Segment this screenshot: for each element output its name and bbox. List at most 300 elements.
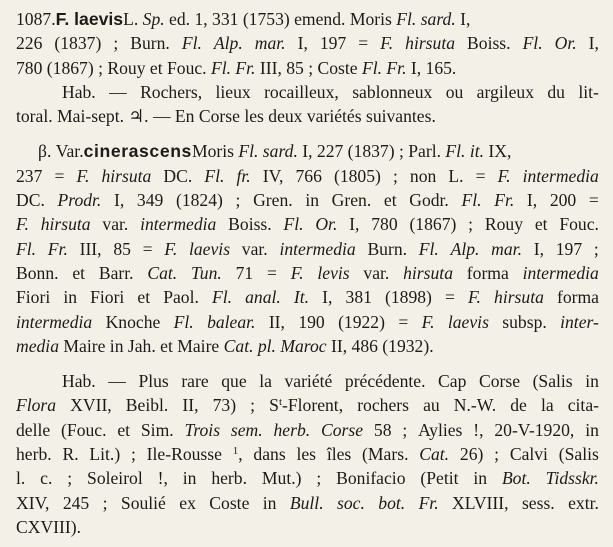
word [113,31,118,55]
italic-text: Fl. [16,238,37,259]
italic-text: Fl. sard. [238,141,298,162]
text: (1922) [338,311,385,332]
italic-text: anal. [245,287,281,308]
word [61,418,106,442]
text: DC. [16,190,45,211]
text: 190 [298,311,325,332]
text: 71 [235,262,254,283]
word [346,285,372,309]
text: in [63,287,77,308]
text: et [534,214,548,235]
word [221,369,246,393]
word [137,188,163,212]
word [337,491,365,515]
text: Boiss. [467,33,511,54]
word [594,237,599,261]
italic-text: Corse [321,419,364,440]
text: (Fouc. [61,419,107,440]
word [147,442,222,466]
entry-citation-line [16,31,599,55]
word [523,261,599,285]
text: XVII, [70,395,112,416]
habitat-line [16,80,599,104]
text: Soulié [120,492,166,513]
text: I, 165. [406,57,457,78]
word [147,261,177,285]
word [367,237,407,261]
text: c. [40,468,53,489]
text: ; [250,395,256,416]
word [448,164,463,188]
word [502,466,531,490]
text: 85 [113,238,131,259]
word [349,212,359,236]
italic-text: media [16,335,59,356]
word [284,369,332,393]
italic-text: Fl. Fr. [210,57,256,78]
word [236,164,250,188]
word [533,369,573,393]
text: ; [235,190,241,211]
word [114,188,124,212]
word [182,31,202,55]
word [585,369,599,393]
text: IX, [484,141,512,162]
italic-text: F. [76,165,90,186]
variety-citation-line [16,237,599,261]
word [334,164,381,188]
text: N.-W. [453,395,497,416]
text: II, [268,311,285,332]
italic-text: F. [421,311,435,332]
word [163,285,199,309]
word [255,31,286,55]
word [213,393,236,417]
word [117,418,130,442]
word [233,442,243,466]
text: Burn. [367,238,408,259]
word [113,237,131,261]
italic-text: Or. [554,33,577,54]
word [263,491,277,515]
word [16,212,29,236]
word [16,418,50,442]
text: in [585,371,599,392]
entry-number: 1087. [16,9,56,29]
text: variété [284,371,333,392]
word [454,393,496,417]
variety-habitat-line [16,515,599,539]
word [332,188,372,212]
text: XIV, [16,492,50,513]
word [452,491,509,515]
word [269,393,343,417]
text: Lit.) [89,444,121,465]
habitat-line: toral. Mai-sept. ♃. — En Corse les deux variétés suivantes. [16,106,436,127]
word [279,237,355,261]
word [101,164,151,188]
word [393,164,398,188]
text: extr. [568,492,599,513]
italic-text: Or. [315,214,338,235]
italic-text: Fl. [173,311,194,332]
text: delle [16,419,51,440]
word [62,442,78,466]
italic-text: laevis [447,311,489,332]
text: ; [593,238,599,259]
word [384,188,397,212]
word [473,418,483,442]
text: Corse [478,371,520,392]
text: III, [79,238,102,259]
word [467,31,511,55]
variety-citation-line [16,164,599,188]
word: — [109,81,127,102]
word [140,212,216,236]
word [72,261,85,285]
italic-text: intermedia [16,311,93,332]
italic-text: hirsuta [101,165,152,186]
italic-text: inter- [560,311,599,332]
word [228,212,272,236]
word [143,237,153,261]
text: 237 [16,165,43,186]
word [16,393,56,417]
word [212,285,232,309]
text: CXVIII). [16,516,81,537]
word [16,237,36,261]
text: in [262,492,277,513]
variety-habitat-line [16,393,599,417]
variety-name: cinerascens [83,141,192,162]
text: précédente. [344,371,426,392]
italic-text: fr. [236,165,251,186]
word [550,188,576,212]
italic-text: hirsuta [403,262,453,283]
italic-text: intermedia [522,165,599,186]
text: forma [556,287,599,308]
word [253,442,285,466]
italic-text: hirsuta [405,33,456,54]
word [298,310,324,334]
text: var. [102,214,129,235]
variety-prefix: β. Var. [38,141,84,162]
text: I, [322,287,333,308]
word [16,164,42,188]
word [494,188,514,212]
text: ; [468,214,474,235]
word [321,418,363,442]
word [305,188,319,212]
italic-text: hirsuta [40,214,91,235]
text: Maire in Jah. et Maire [59,335,224,356]
text: I, [526,190,538,211]
italic-text: Fl. Fr. [362,57,407,78]
text: (Salis [558,444,599,465]
text: in [305,190,319,211]
word [250,393,255,417]
text: subsp. [502,311,547,332]
text: Hab. [62,371,96,392]
text: ; [316,468,322,489]
text: 780 (1867) ; Rouy et Fouc. [16,57,211,78]
italic-text: F. [468,287,481,308]
text: ex [179,492,196,513]
italic-text: Fl. [211,287,233,308]
italic-text: Fl. [522,33,543,54]
text: 197 [319,33,347,54]
text: I, [114,190,125,211]
text: I, [455,9,471,29]
word [274,418,311,442]
variety-habitat [16,369,599,539]
word [374,418,392,442]
word: rocailleux, [264,81,339,102]
word: sablonneux [352,81,433,102]
text: Gren. [331,190,372,211]
word [409,188,449,212]
italic-text: Prodr. [57,190,102,211]
italic-text: F. [16,214,29,235]
text: var. [363,262,390,283]
variety-citation-line [192,139,599,163]
word [585,418,599,442]
word [371,212,397,236]
word [189,237,230,261]
entry-citation-line [123,7,599,31]
text: rochers [357,395,409,416]
text: sess. [521,492,555,513]
italic-text: levis [317,262,350,283]
text: et [383,190,397,211]
text: (1867) [409,214,457,235]
variety-habitat-line [16,418,599,442]
italic-text: intermedia [279,238,356,259]
italic-text: sem. [230,419,263,440]
word [291,261,304,285]
italic-text: Trois [184,419,221,440]
variety-habitat-line [16,491,599,515]
text: herb. [16,444,52,465]
variety-citation-line [16,212,599,236]
word [438,369,466,393]
word [556,237,582,261]
text: = [266,262,277,283]
variety-citation-line [16,188,599,212]
text: Bonn. [16,262,59,283]
word [269,310,285,334]
word [527,188,537,212]
word [90,285,124,309]
word [67,466,72,490]
text: L. [448,165,464,186]
word [402,418,407,442]
text: Gren. [253,190,293,211]
text: îles [326,444,352,465]
italic-text: Bot. [501,468,531,489]
word [338,310,385,334]
word [502,310,546,334]
word [40,466,52,490]
text: ; [402,419,408,440]
word [16,31,42,55]
word [568,491,599,515]
text: R. [62,444,79,465]
word [209,491,249,515]
word [555,31,577,55]
text: in [585,419,599,440]
word [317,261,349,285]
word [473,466,487,490]
word [16,261,59,285]
word [494,442,499,466]
text: S [269,395,279,416]
word [16,491,49,515]
word [296,164,322,188]
word [41,212,91,236]
italic-text: Fl. [461,190,482,211]
word [559,442,599,466]
text: (Petit [420,468,459,489]
word [163,164,192,188]
word [158,466,168,490]
word: lit- [578,81,599,102]
word [183,466,197,490]
word [510,442,548,466]
text: Sim. [140,419,174,440]
text: !, [157,468,168,489]
word [559,212,599,236]
italic-text: mar. [254,33,286,54]
word [451,237,480,261]
text: L. [123,9,143,29]
text: non [409,165,437,186]
word [185,418,221,442]
italic-text: Fl. [181,33,202,54]
word [320,31,346,55]
text: XLVIII, [452,492,509,513]
word [174,310,194,334]
word [76,164,89,188]
word [16,310,92,334]
italic-text: hirsuta [494,287,544,308]
text: I, 227 (1837) ; Parl. [297,141,446,162]
text: 197 [555,238,583,259]
word [176,188,223,212]
text: et [137,287,151,308]
text: ; [392,165,398,186]
word [204,164,224,188]
variety-citation-line [16,310,599,334]
word [327,442,351,466]
text: DC. [163,165,193,186]
italic-text: F. [290,262,304,283]
word [485,212,523,236]
word [267,261,277,285]
word: Rochers, [140,81,203,102]
word [398,310,408,334]
word [16,466,25,490]
word [164,237,177,261]
italic-text: Alp. [213,33,243,54]
word [99,261,134,285]
word [541,393,554,417]
italic-text: F. [380,33,394,54]
italic-text: Fl. it. [445,141,485,162]
text: = [588,190,599,211]
word [263,164,284,188]
word [568,393,599,417]
entry-line-1 [16,7,599,31]
word [405,31,455,55]
word: lieux [215,81,251,102]
word [181,369,208,393]
word [378,491,405,515]
text: = [142,238,153,259]
text: Moris [191,141,239,162]
word [262,466,302,490]
word: ou [445,81,464,102]
italic-text: Cat. [419,444,450,465]
text: la [259,371,272,392]
word [423,393,440,417]
italic-text: Tidsskr. [545,468,599,489]
text: Bonifacio [336,468,406,489]
word [126,393,169,417]
word [560,310,599,334]
variety-habitat-line [16,442,599,466]
text: ; [130,444,136,465]
text: I, [588,33,599,54]
text: Aylies [418,419,463,440]
text: — [108,371,126,392]
italic-text: Fl. sard. [396,9,456,29]
italic-text: It. [293,287,310,308]
word [385,285,432,309]
word [498,164,511,188]
italic-text: F. [497,165,511,186]
word [468,212,473,236]
word [494,285,544,309]
text: ; [113,33,119,54]
text: I, [533,238,544,259]
word [468,285,481,309]
word [336,466,405,490]
text: la [540,395,554,416]
word [535,212,548,236]
word [448,310,489,334]
text: et [117,419,131,440]
text: 200 [549,190,577,211]
text: Plus [138,371,169,392]
word [462,188,482,212]
text: Ile-Rousse [146,444,222,465]
text: = [445,287,455,308]
word [422,310,435,334]
word [214,31,243,55]
word [316,466,321,490]
word [48,237,68,261]
word: argileux [476,81,534,102]
italic-text: F. [164,238,178,259]
word [259,369,272,393]
word [523,31,543,55]
word [460,442,483,466]
word [322,285,332,309]
text: II, [182,395,199,416]
word [467,261,509,285]
superscript: t [278,396,283,409]
